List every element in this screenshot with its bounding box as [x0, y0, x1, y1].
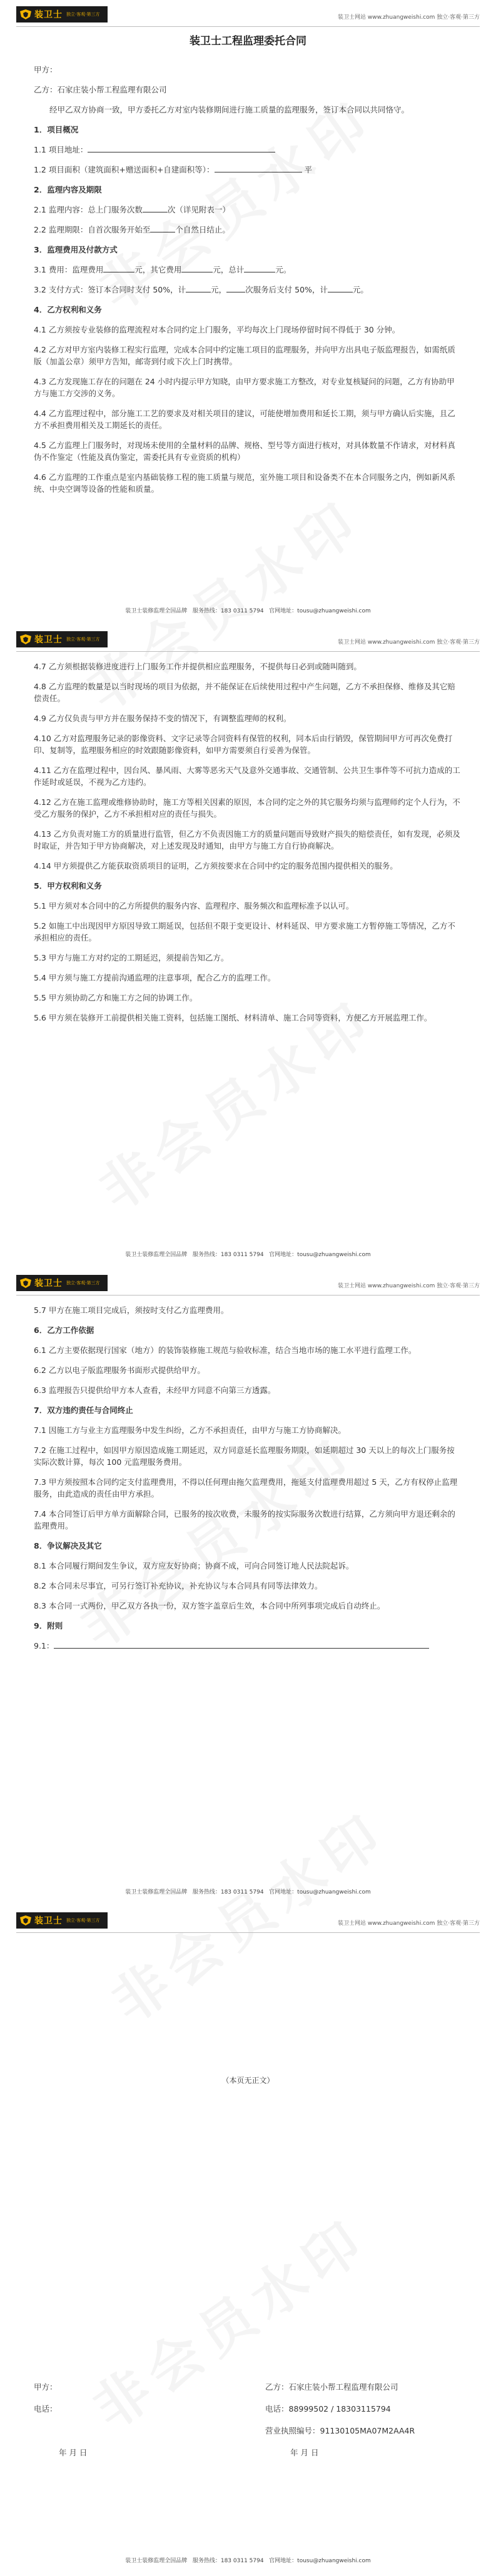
brand-logo: [16, 631, 108, 647]
blank-field[interactable]: [103, 264, 134, 272]
shield-icon: [19, 1277, 33, 1289]
clause: 4.12 乙方在施工监理或维修协助时，施工方等相关因素的原因，本合同约定之外的其它服务均须与监理师约定个人行为，不受乙方服务的保护，乙方不承担相对应的责任与损失。: [34, 797, 460, 819]
page-header: [16, 630, 480, 652]
clause: 6.1 乙方主要依据现行国家（地方）的装饰装修施工规范与验收标准，结合当地市场的施工水平进行监理工作。: [34, 1345, 417, 1355]
blank-field[interactable]: [215, 164, 302, 172]
logo-subtitle: 独立·客观·第三方: [66, 1281, 100, 1286]
page-footer: 装卫士装修监理全国品牌 服务热线：183 0311 5794 官网地址：tousu@zhuangweishi.com: [125, 608, 371, 614]
clause: 4.1 乙方须按专业装修的监理流程对本合同约定上门服务，平均每次上门现场停留时间不得低于 30 分钟。: [34, 325, 400, 334]
party-a-sign: 甲方：: [34, 2382, 58, 2392]
document-title: 装卫士工程监理委托合同: [190, 35, 306, 47]
clause: 4.5 乙方监理上门服务时，对现场未使用的全量材料的品牌、规格、型号等方面进行核对，对具体数量不作请求，对材料真伪不作鉴定（性能及真伪鉴定，需委托具有专业资质的机构）: [34, 441, 455, 462]
blank-field[interactable]: [143, 204, 168, 212]
party-a-date: 年 月 日: [59, 2448, 88, 2457]
blank-field[interactable]: [54, 1640, 429, 1649]
clause: 4.13 乙方负责对施工方的质量进行监管，但乙方不负责因施工方的质量问题而导致财产损失的赔偿责任，如有发现，必须及时取证，并告知于甲方协商解决，对上述发现及时通知，由甲方与施工方自行协商解决。: [34, 829, 460, 851]
blank-field[interactable]: [186, 284, 211, 292]
party-b-date: 年 月 日: [290, 2448, 319, 2457]
header-site: 装卫士网站 www.zhuangweishi.com 独立·客观·第三方: [337, 1920, 480, 1927]
clause: 8.3 本合同一式两份，甲乙双方各执一份，双方签字盖章后生效，本合同中所列事项完成后自动终止。: [34, 1601, 385, 1610]
clause: 6.2 乙方以电子版监理服务书面形式提供给甲方。: [34, 1365, 205, 1375]
blank-field[interactable]: [226, 284, 245, 292]
shield-icon: [19, 1915, 33, 1926]
blank-field[interactable]: [150, 224, 175, 232]
logo-text: 装卫士: [34, 10, 63, 20]
signature-row: [34, 2381, 462, 2393]
party-a: 甲方：: [34, 65, 58, 74]
page-2: [0, 625, 496, 1269]
page-content: [34, 1304, 462, 1652]
clause: 9.1：: [34, 1640, 462, 1652]
clause: 4.6 乙方监理的工作重点是室内基础装修工程的施工质量与规范，室外施工项目和设备类不在本合同服务之内，例如新风系统、中央空调等设备的性能和质量。: [34, 472, 455, 494]
party-a-phone: 电话：: [34, 2404, 58, 2414]
clause: 2.2 监理期限：自首次服务开始至 个自然日结止。: [34, 225, 230, 234]
brand-logo: [16, 1912, 108, 1929]
section-title: 8．争议解决及其它: [34, 1541, 102, 1550]
page-content: [34, 32, 462, 495]
blank-field[interactable]: [181, 264, 213, 272]
brand-logo: [16, 1275, 108, 1291]
clause: 6.3 监理报告只提供给甲方本人查看，未经甲方同意不向第三方透露。: [34, 1385, 276, 1395]
clause: 5.6 甲方须在装修开工前提供相关施工资料，包括施工图纸、材料清单、施工合同等资料，方便乙方开展监理工作。: [34, 1013, 432, 1022]
clause: 7.2 在施工过程中，如因甲方原因造成施工期延迟，双方同意延长监理服务期限，如延期超过 30 天以上的每次上门服务按实际次数计算，每次 100 元监理服务费用。: [34, 1445, 455, 1467]
clause: 3.1 费用：监理费用 元，其它费用 元，总计 元。: [34, 265, 291, 274]
page-header: [16, 1911, 480, 1933]
logo-text: 装卫士: [34, 635, 63, 645]
clause: 4.4 乙方监理过程中，部分施工工艺的要求及对相关项目的建议，可能使增加费用和延长工期，须与甲方确认后实施，且乙方不承担费用相关及工期延长的责任。: [34, 409, 455, 430]
clause: 5.5 甲方须协助乙方和施工方之间的协调工作。: [34, 993, 198, 1002]
section-title: 7．双方违约责任与合同终止: [34, 1405, 133, 1415]
logo-text: 装卫士: [34, 1279, 63, 1289]
clause: 4.2 乙方对甲方室内装修工程实行监理，完成本合同中约定施工项目的监理服务，并向甲方出具电子版监理报告，如需纸质版（加盖公章）须甲方告知，邮寄到付或下次上门时携带。: [34, 345, 455, 366]
clause: 1.2 项目面积（建筑面积+赠送面积+自建面积等）： 平: [34, 165, 313, 174]
clause: 8.1 本合同履行期间发生争议，双方应友好协商；协商不成，可向合同签订地人民法院起诉。: [34, 1561, 354, 1570]
clause: 7.1 因施工方与业主方监理服务中发生纠纷，乙方不承担责任，由甲方与施工方协商解决。: [34, 1425, 346, 1435]
clause: 4.10 乙方对监理服务记录的影像资料、文字记录等合同资料有保管的权利，同本后由行销毁，保管期间甲方可再次免费打印、复制等，监理服务相应的时效跟随影像资料，如甲方需要须自行妥善为保管。: [34, 734, 453, 755]
clause: 4.3 乙方发现施工存在的问题在 24 小时内提示甲方知晓，由甲方要求施工方整改，对专业复核疑问的问题，乙方有协助甲方与施工方交涉的义务。: [34, 377, 455, 398]
signature-block: [34, 2381, 462, 2459]
shield-icon: [19, 9, 33, 20]
section-title: 3．监理费用及付款方式: [34, 245, 118, 254]
clause: 5.4 甲方须与施工方提前沟通监理的注意事项，配合乙方的监理工作。: [34, 973, 276, 982]
clause: 4.11 乙方在监理过程中，因台风、暴风雨、大雾等恶劣天气及意外交通事故、交通管制、公共卫生事件等不可抗力造成的工作延时或延误，不视为乙方违约。: [34, 766, 460, 787]
signature-row: [34, 2403, 462, 2415]
page-footer: 装卫士装修监理全国品牌 服务热线：183 0311 5794 官网地址：tousu@zhuangweishi.com: [125, 2558, 371, 2564]
shield-icon: [19, 634, 33, 645]
clause: 5.2 如施工中出现因甲方原因导致工期延误，包括但不限于变更设计、材料延误、甲方要求施工方暂停施工等情况，乙方不承担相应的责任。: [34, 921, 455, 942]
party-b-phone: 电话：88999502 / 18303115794: [265, 2404, 391, 2414]
clause: 5.1 甲方须对本合同中的乙方所提供的服务内容、监理程序、服务频次和监理标准予以认可。: [34, 901, 354, 911]
signature-row: [34, 2425, 462, 2437]
clause: 5.7 甲方在施工项目完成后，须按时支付乙方监理费用。: [34, 1305, 229, 1315]
header-site: 装卫士网站 www.zhuangweishi.com 独立·客观·第三方: [337, 639, 480, 646]
clause: 4.8 乙方监理的数量是以当时现场的项目为依据，并不能保证在后续使用过程中产生问题，乙方不承担保修、维修及其它赔偿责任。: [34, 682, 455, 703]
page-3: [0, 1269, 496, 1906]
page-header: [16, 5, 480, 27]
section-title: 1．项目概况: [34, 125, 79, 134]
party-b: 乙方：石家庄装小帮工程监理有限公司: [34, 85, 167, 94]
blank-page-note: （本页无正文）: [221, 2076, 275, 2085]
clause: 2.1 监理内容：总上门服务次数 次（详见附表一）: [34, 205, 230, 214]
logo-subtitle: 独立·客观·第三方: [66, 12, 100, 17]
header-site: 装卫士网站 www.zhuangweishi.com 独立·客观·第三方: [337, 14, 480, 21]
section-title: 4．乙方权利和义务: [34, 305, 102, 314]
clause: 1.1 项目地址：: [34, 144, 462, 156]
logo-text: 装卫士: [34, 1916, 63, 1926]
page-footer: 装卫士装修监理全国品牌 服务热线：183 0311 5794 官网地址：tousu@zhuangweishi.com: [125, 1889, 371, 1895]
clause: 3.2 支付方式：签订本合同时支付 50%，计 元， 次服务后支付 50%，计 元。: [34, 285, 368, 294]
section-title: 9．附则: [34, 1621, 63, 1630]
section-title: 6．乙方工作依据: [34, 1325, 94, 1335]
header-site: 装卫士网站 www.zhuangweishi.com 独立·客观·第三方: [337, 1283, 480, 1289]
clause: 7.4 本合同签订后甲方单方面解除合同，已服务的按次收费，未服务的按实际服务次数进行结算，乙方须向甲方退还剩余的监理费用。: [34, 1509, 455, 1530]
party-b-sign: 乙方：石家庄装小帮工程监理有限公司: [265, 2382, 398, 2392]
clause: 8.2 本合同未尽事宜，可另行签订补充协议，补充协议与本合同具有同等法律效力。: [34, 1581, 323, 1590]
clause: 4.9 乙方仅负责与甲方并在服务保持不变的情况下，有调整监理师的权利。: [34, 714, 291, 723]
page-1: [0, 0, 496, 625]
blank-field[interactable]: [244, 264, 275, 272]
clause: 4.7 乙方须根据装修进度进行上门服务工作并提供相应监理服务，不提供每日必到或随叫随到。: [34, 662, 362, 671]
blank-field[interactable]: [88, 144, 275, 152]
signature-row: [34, 2447, 462, 2459]
clause: 5.3 甲方与施工方对约定的工期延迟，须提前告知乙方。: [34, 953, 229, 962]
brand-logo: [16, 6, 108, 22]
section-title: 2．监理内容及期限: [34, 185, 102, 194]
clause: 7.3 甲方须按照本合同约定支付监理费用，不得以任何理由拖欠监理费用，拖延支付监理费用超过 5 天，乙方有权停止监理服务，由此造成的责任由甲方承担。: [34, 1477, 458, 1499]
clause: 4.14 甲方须提供乙方能获取资质项目的证明，乙方须按要求在合同中约定的服务范围内提供相关的服务。: [34, 861, 398, 871]
page-header: [16, 1274, 480, 1295]
logo-subtitle: 独立·客观·第三方: [66, 1918, 100, 1923]
party-b-license: 营业执照编号：91130105MA07M2AA4R: [265, 2426, 415, 2435]
page-content: [34, 661, 462, 1024]
page-footer: 装卫士装修监理全国品牌 服务热线：183 0311 5794 官网地址：tousu@zhuangweishi.com: [125, 1252, 371, 1258]
intro-text: 经甲乙双方协商一致，甲方委托乙方对室内装修期间进行施工质量的监理服务，签订本合同以共同恪守。: [49, 105, 410, 114]
page-4: [0, 1906, 496, 2576]
blank-field[interactable]: [328, 284, 353, 292]
logo-subtitle: 独立·客观·第三方: [66, 637, 100, 642]
section-title: 5．甲方权利和义务: [34, 881, 102, 891]
